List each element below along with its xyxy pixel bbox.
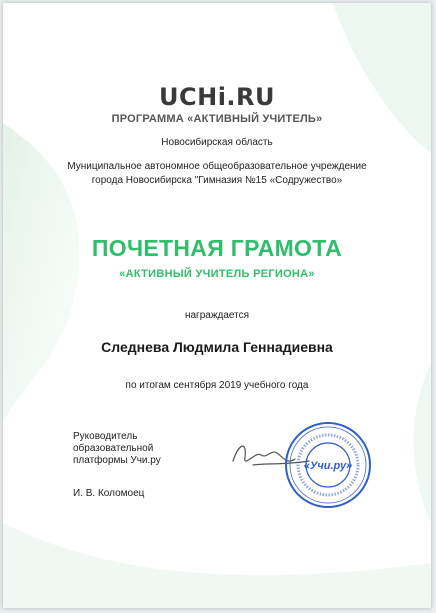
results-text: по итогам сентября 2019 учебного года bbox=[125, 380, 309, 391]
signatory-line-1: Руководитель bbox=[73, 431, 138, 442]
awarded-text: награждается bbox=[184, 310, 250, 321]
school-name bbox=[33, 160, 401, 188]
signatory-line-3: платформы Учи.ру bbox=[73, 455, 161, 466]
recipient-name: Следнева Людмила Геннадиевна bbox=[101, 339, 333, 355]
uchi-logo: UCHi.RU bbox=[159, 83, 275, 111]
region-name: Новосибирская область bbox=[161, 137, 273, 148]
school-line-2: города Новосибирска "Гимназия №15 «Содружество» bbox=[91, 175, 343, 186]
signatory-line-2: образовательной bbox=[73, 443, 154, 454]
school-line-1: Муниципальное автономное общеобразовательное учреждение bbox=[67, 161, 367, 172]
certificate-page bbox=[3, 3, 431, 608]
official-stamp bbox=[283, 420, 373, 510]
certificate-subtitle: «АКТИВНЫЙ УЧИТЕЛЬ РЕГИОНА» bbox=[119, 268, 315, 280]
program-name: ПРОГРАММА «АКТИВНЫЙ УЧИТЕЛЬ» bbox=[111, 113, 323, 125]
signatory-position bbox=[73, 431, 213, 467]
signatory-name: И. В. Коломоец bbox=[73, 488, 145, 499]
stamp-text: «Учи.ру» bbox=[303, 460, 353, 472]
certificate-title: ПОЧЕТНАЯ ГРАМОТА bbox=[91, 235, 343, 261]
